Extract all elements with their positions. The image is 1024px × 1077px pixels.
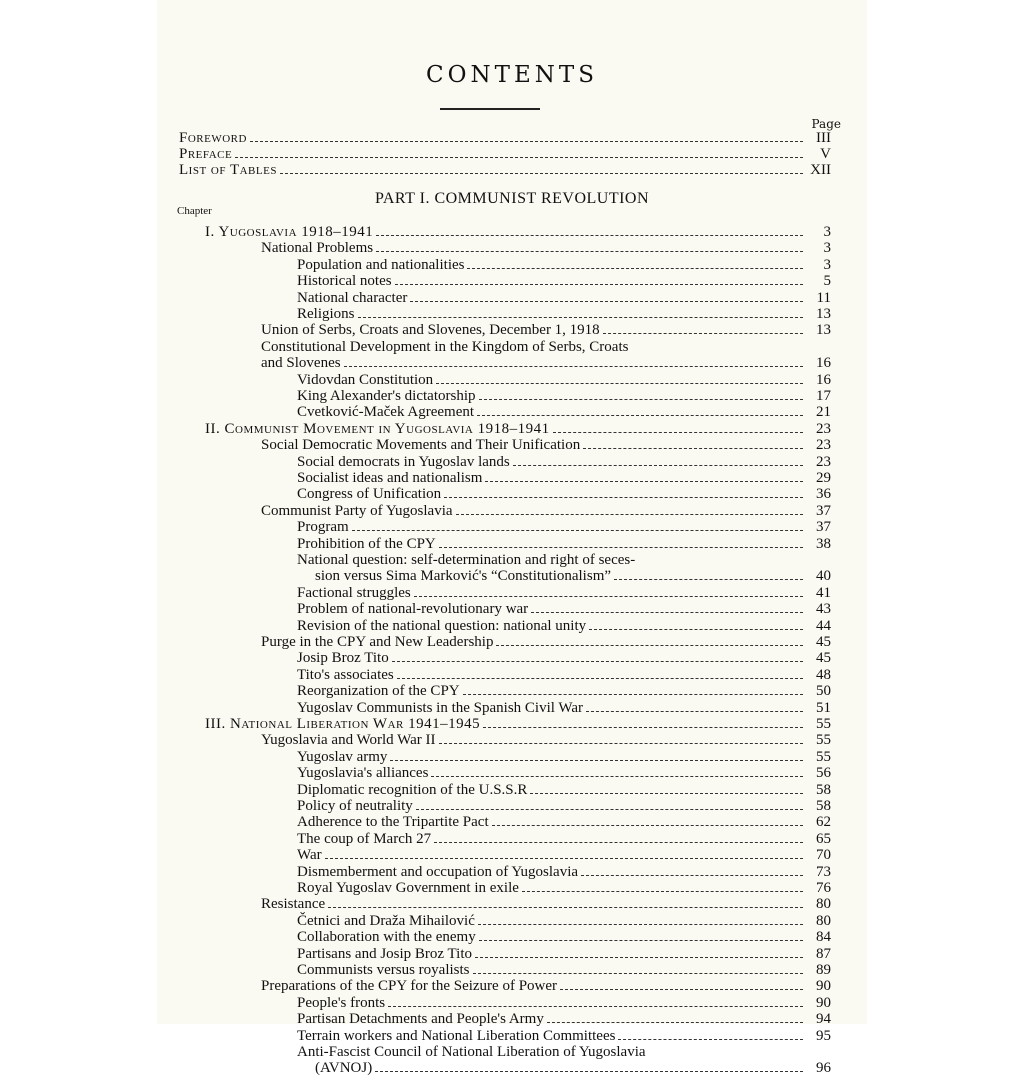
toc-entry bbox=[297, 749, 831, 766]
dot-leader bbox=[589, 629, 803, 630]
toc-entry-page-number: 29 bbox=[816, 470, 831, 486]
toc-entry-page-number: 70 bbox=[816, 847, 831, 864]
toc-entry-label: Terrain workers and National Liberation Committees bbox=[297, 1027, 616, 1044]
toc-entry bbox=[297, 372, 831, 389]
toc-entry-label: Program bbox=[297, 519, 349, 536]
dot-leader bbox=[376, 235, 803, 236]
part-heading: PART I. COMMUNIST REVOLUTION bbox=[374, 190, 650, 207]
dot-leader bbox=[603, 333, 803, 334]
toc-entry-page-number: 58 bbox=[816, 798, 831, 814]
toc-entry bbox=[261, 437, 831, 454]
dot-leader bbox=[439, 743, 804, 744]
toc-entry-page-number: 50 bbox=[816, 683, 831, 700]
toc-entry-label: Communists versus royalists bbox=[297, 962, 470, 978]
dot-leader bbox=[352, 530, 803, 531]
toc-entry-label: Tito's associates bbox=[297, 666, 394, 683]
toc-entry-label: Yugoslavia and World War II bbox=[261, 732, 436, 749]
chapter-entry-label: I. Yugoslavia 1918–1941 bbox=[205, 224, 374, 240]
dot-leader bbox=[478, 924, 803, 925]
toc-entry-page-number: 96 bbox=[816, 1060, 831, 1077]
toc-entry bbox=[297, 290, 831, 307]
toc-entry-label: Preparations of the CPY for the Seizure of Power bbox=[261, 978, 558, 995]
dot-leader bbox=[397, 678, 803, 679]
toc-entry-page-number: 62 bbox=[816, 814, 831, 831]
dot-leader bbox=[586, 711, 803, 712]
toc-entry bbox=[297, 585, 831, 602]
chapter-entry-page-number: 55 bbox=[816, 716, 831, 732]
toc-entry-label: Historical notes bbox=[297, 273, 392, 290]
toc-entry bbox=[297, 929, 831, 946]
toc-entry-label: Purge in the CPY and New Leadership bbox=[261, 634, 494, 650]
dot-leader bbox=[410, 301, 803, 302]
toc-entry bbox=[261, 339, 831, 356]
dot-leader bbox=[531, 612, 803, 613]
toc-entry bbox=[297, 257, 831, 274]
toc-entry-page-number: 5 bbox=[823, 273, 831, 290]
dot-leader bbox=[250, 141, 803, 142]
dot-leader bbox=[414, 596, 803, 597]
toc-entry-page-number: 76 bbox=[816, 880, 831, 896]
toc-entry bbox=[261, 732, 831, 749]
dot-leader bbox=[392, 661, 803, 662]
toc-entry-label: Royal Yugoslav Government in exile bbox=[297, 880, 519, 896]
toc-entry-page-number: 41 bbox=[816, 584, 831, 601]
toc-entry-page-number: 80 bbox=[816, 896, 831, 913]
toc-entry-label: Constitutional Development in the Kingdom of Serbs, Croats bbox=[261, 338, 629, 355]
dot-leader bbox=[416, 809, 803, 810]
front-matter-entry-page-number: III bbox=[816, 130, 831, 146]
dot-leader bbox=[344, 366, 803, 367]
toc-entry bbox=[297, 782, 831, 799]
toc-entry-label: Policy of neutrality bbox=[297, 798, 413, 814]
toc-entry bbox=[297, 470, 831, 487]
dot-leader bbox=[376, 251, 803, 252]
dot-leader bbox=[583, 448, 803, 449]
toc-entry-page-number: 84 bbox=[816, 929, 831, 946]
toc-entry-page-number: 23 bbox=[816, 437, 831, 454]
toc-entry-page-number: 23 bbox=[816, 453, 831, 470]
dot-leader bbox=[479, 399, 804, 400]
toc-entry-page-number: 13 bbox=[816, 306, 831, 322]
toc-entry-page-number: 65 bbox=[816, 830, 831, 847]
toc-entry bbox=[261, 978, 831, 995]
front-matter-entry-label: Foreword bbox=[179, 130, 247, 146]
dot-leader bbox=[390, 760, 803, 761]
toc-entry-label: The coup of March 27 bbox=[297, 830, 432, 847]
dot-leader bbox=[325, 858, 803, 859]
dot-leader bbox=[434, 842, 803, 843]
toc-entry bbox=[261, 503, 831, 520]
dot-leader bbox=[496, 645, 803, 646]
front-matter-entry-label: Preface bbox=[179, 146, 233, 162]
dot-leader bbox=[280, 173, 803, 174]
toc-entry-label: Social Democratic Movements and Their Unification bbox=[261, 437, 581, 454]
toc-entry-page-number: 16 bbox=[816, 371, 831, 388]
toc-entry-page-number: 87 bbox=[816, 945, 831, 962]
toc-entry-label: Partisans and Josip Broz Tito bbox=[297, 945, 473, 962]
dot-leader bbox=[358, 317, 803, 318]
toc-entry bbox=[297, 519, 831, 536]
chapter-column-label: Chapter bbox=[177, 205, 212, 217]
toc-entry-label: Communist Party of Yugoslavia bbox=[261, 502, 453, 519]
toc-entry-page-number: 95 bbox=[816, 1027, 831, 1044]
toc-entry-label: Cvetković-Maček Agreement bbox=[297, 404, 475, 421]
toc-entry-page-number: 73 bbox=[816, 863, 831, 880]
toc-entry-label: and Slovenes bbox=[261, 355, 341, 372]
chapter-entry bbox=[205, 716, 831, 733]
chapter-entry bbox=[205, 224, 831, 241]
toc-entry-label: War bbox=[297, 847, 322, 864]
toc-entry-page-number: 89 bbox=[816, 962, 831, 978]
toc-entry-page-number: 58 bbox=[816, 781, 831, 798]
toc-entry-page-number: 21 bbox=[816, 404, 831, 421]
toc-entry bbox=[297, 683, 831, 700]
chapter-entry-page-number: 23 bbox=[816, 420, 831, 437]
toc-entry-label: Yugoslav Communists in the Spanish Civil War bbox=[297, 699, 584, 716]
front-matter-entry-page-number: V bbox=[820, 146, 831, 162]
toc-entry-label: Adherence to the Tripartite Pact bbox=[297, 814, 489, 831]
toc-entry-label: Josip Broz Tito bbox=[297, 650, 389, 667]
toc-entry bbox=[297, 454, 831, 471]
toc-entry bbox=[261, 240, 831, 257]
front-matter-entry-page-number: XII bbox=[810, 162, 831, 178]
dot-leader bbox=[467, 268, 803, 269]
dot-leader bbox=[547, 1022, 803, 1023]
dot-leader bbox=[483, 727, 803, 728]
toc-entry-label: Yugoslav army bbox=[297, 748, 388, 765]
toc-entry-label: National Problems bbox=[261, 240, 374, 257]
chapter-entry-page-number: 3 bbox=[823, 224, 831, 240]
toc-entry-page-number: 37 bbox=[816, 519, 831, 536]
dot-leader bbox=[560, 989, 803, 990]
dot-leader bbox=[375, 1071, 803, 1072]
book-page bbox=[157, 0, 867, 1077]
toc-entry-page-number: 11 bbox=[816, 289, 831, 306]
toc-entry bbox=[297, 831, 831, 848]
toc-entry-page-number: 36 bbox=[816, 486, 831, 503]
toc-entry-page-number: 17 bbox=[816, 388, 831, 404]
toc-entry-page-number: 90 bbox=[816, 978, 831, 995]
toc-entry-page-number: 45 bbox=[816, 634, 831, 650]
dot-leader bbox=[492, 825, 803, 826]
toc-entry bbox=[261, 355, 831, 372]
toc-entry bbox=[297, 847, 831, 864]
page-column-header: Page bbox=[811, 117, 841, 131]
toc-entry-page-number: 37 bbox=[816, 502, 831, 519]
toc-entry-label: Union of Serbs, Croats and Slovenes, December 1, 1918 bbox=[261, 322, 600, 339]
toc-entry-page-number: 40 bbox=[816, 568, 831, 585]
dot-leader bbox=[477, 415, 803, 416]
page-title: CONTENTS bbox=[426, 62, 598, 88]
dot-leader bbox=[431, 776, 803, 777]
chapter-entry-label: III. National Liberation War 1941–1945 bbox=[205, 716, 481, 732]
toc-entry-label: Congress of Unification bbox=[297, 486, 442, 503]
dot-leader bbox=[618, 1039, 803, 1040]
toc-entry bbox=[297, 650, 831, 667]
chapter-entry-label: II. Communist Movement in Yugoslavia 1918–1941 bbox=[205, 420, 550, 437]
toc-entry-label: Prohibition of the CPY bbox=[297, 535, 436, 552]
toc-entry-label: Resistance bbox=[261, 896, 326, 913]
front-matter-entry bbox=[179, 146, 831, 163]
toc-entry-label: Dismemberment and occupation of Yugoslavia bbox=[297, 863, 579, 880]
dot-leader bbox=[522, 891, 803, 892]
toc-entry bbox=[297, 946, 831, 963]
dot-leader bbox=[456, 514, 803, 515]
toc-entry bbox=[297, 880, 831, 897]
toc-entry bbox=[297, 864, 831, 881]
toc-entry-label: Socialist ideas and nationalism bbox=[297, 470, 483, 486]
toc-entry bbox=[297, 1044, 831, 1061]
toc-entry-label: Partisan Detachments and People's Army bbox=[297, 1011, 544, 1028]
toc-entry bbox=[297, 601, 831, 618]
toc-entry-label: Problem of national-revolutionary war bbox=[297, 601, 529, 618]
toc-entry bbox=[297, 536, 831, 553]
toc-entry bbox=[297, 667, 831, 684]
toc-entry bbox=[315, 1060, 831, 1077]
toc-entry-page-number: 80 bbox=[816, 912, 831, 929]
toc-entry bbox=[297, 798, 831, 815]
toc-entry bbox=[297, 486, 831, 503]
toc-entry bbox=[297, 995, 831, 1012]
toc-entry bbox=[297, 765, 831, 782]
toc-entry bbox=[315, 568, 831, 585]
toc-entry bbox=[297, 1011, 831, 1028]
toc-entry-label: Population and nationalities bbox=[297, 256, 465, 273]
dot-leader bbox=[485, 481, 803, 482]
dot-leader bbox=[553, 432, 803, 433]
toc-entry bbox=[261, 634, 831, 651]
chapter-entry bbox=[205, 421, 831, 438]
dot-leader bbox=[388, 1006, 803, 1007]
toc-entry-label: sion versus Sima Marković's “Constitutionalism” bbox=[315, 568, 612, 585]
toc-entry-label: Religions bbox=[297, 306, 355, 322]
dot-leader bbox=[479, 940, 803, 941]
toc-entry bbox=[297, 700, 831, 717]
toc-entry-label: Diplomatic recognition of the U.S.S.R bbox=[297, 781, 528, 798]
toc-entry bbox=[297, 552, 831, 569]
toc-entry-page-number: 55 bbox=[816, 732, 831, 749]
toc-entry-label: Vidovdan Constitution bbox=[297, 371, 434, 388]
toc-entry-label: Factional struggles bbox=[297, 584, 411, 601]
front-matter-entry bbox=[179, 162, 831, 179]
toc-entry-label: National question: self-determination and right of seces- bbox=[297, 552, 636, 568]
dot-leader bbox=[439, 547, 803, 548]
toc-entry bbox=[297, 273, 831, 290]
dot-leader bbox=[614, 579, 803, 580]
toc-entry-label: Collaboration with the enemy bbox=[297, 929, 476, 946]
dot-leader bbox=[444, 497, 803, 498]
toc-entry-label: People's fronts bbox=[297, 994, 386, 1011]
dot-leader bbox=[473, 973, 803, 974]
toc-entry-label: Reorganization of the CPY bbox=[297, 683, 460, 700]
toc-entry-page-number: 51 bbox=[816, 699, 831, 716]
dot-leader bbox=[475, 957, 803, 958]
toc-entry-label: Anti-Fascist Council of National Liberation of Yugoslavia bbox=[297, 1044, 646, 1060]
toc-entry-page-number: 48 bbox=[816, 666, 831, 683]
dot-leader bbox=[513, 465, 803, 466]
dot-leader bbox=[436, 383, 803, 384]
toc-entry-page-number: 56 bbox=[816, 765, 831, 782]
toc-entry-label: Revision of the national question: national unity bbox=[297, 617, 587, 634]
toc-entry-page-number: 38 bbox=[816, 535, 831, 552]
toc-entry-page-number: 43 bbox=[816, 601, 831, 618]
front-matter-entry-label: List of Tables bbox=[179, 162, 277, 178]
toc-entry-label: Četnici and Draža Mihailović bbox=[297, 912, 475, 929]
toc-entry-page-number: 3 bbox=[823, 256, 831, 273]
toc-entry bbox=[297, 404, 831, 421]
dot-leader bbox=[235, 157, 803, 158]
toc-entry-page-number: 55 bbox=[816, 748, 831, 765]
front-matter-entry bbox=[179, 130, 831, 147]
toc-entry-label: National character bbox=[297, 289, 408, 306]
toc-entry bbox=[297, 814, 831, 831]
toc-entry-page-number: 45 bbox=[816, 650, 831, 667]
toc-entry bbox=[297, 913, 831, 930]
toc-entry bbox=[297, 388, 831, 405]
toc-entry-page-number: 16 bbox=[816, 355, 831, 372]
toc-entry-page-number: 13 bbox=[816, 322, 831, 339]
toc-entry-page-number: 90 bbox=[816, 994, 831, 1011]
toc-entry bbox=[297, 618, 831, 635]
dot-leader bbox=[581, 875, 803, 876]
dot-leader bbox=[463, 694, 803, 695]
dot-leader bbox=[530, 793, 803, 794]
toc-entry bbox=[261, 322, 831, 339]
toc-entry bbox=[297, 1028, 831, 1045]
dot-leader bbox=[328, 907, 803, 908]
toc-entry-label: King Alexander's dictatorship bbox=[297, 388, 476, 404]
toc-entry-label: (AVNOJ) bbox=[315, 1060, 373, 1077]
toc-entry-label: Social democrats in Yugoslav lands bbox=[297, 453, 510, 470]
toc-entry-page-number: 94 bbox=[816, 1011, 831, 1028]
toc-entry-page-number: 44 bbox=[816, 617, 831, 634]
toc-entry bbox=[297, 962, 831, 979]
toc-entry-page-number: 3 bbox=[823, 240, 831, 257]
table-of-contents bbox=[157, 0, 867, 1077]
toc-entry-label: Yugoslavia's alliances bbox=[297, 765, 429, 782]
dot-leader bbox=[395, 284, 803, 285]
toc-entry bbox=[261, 896, 831, 913]
toc-entry bbox=[297, 306, 831, 323]
